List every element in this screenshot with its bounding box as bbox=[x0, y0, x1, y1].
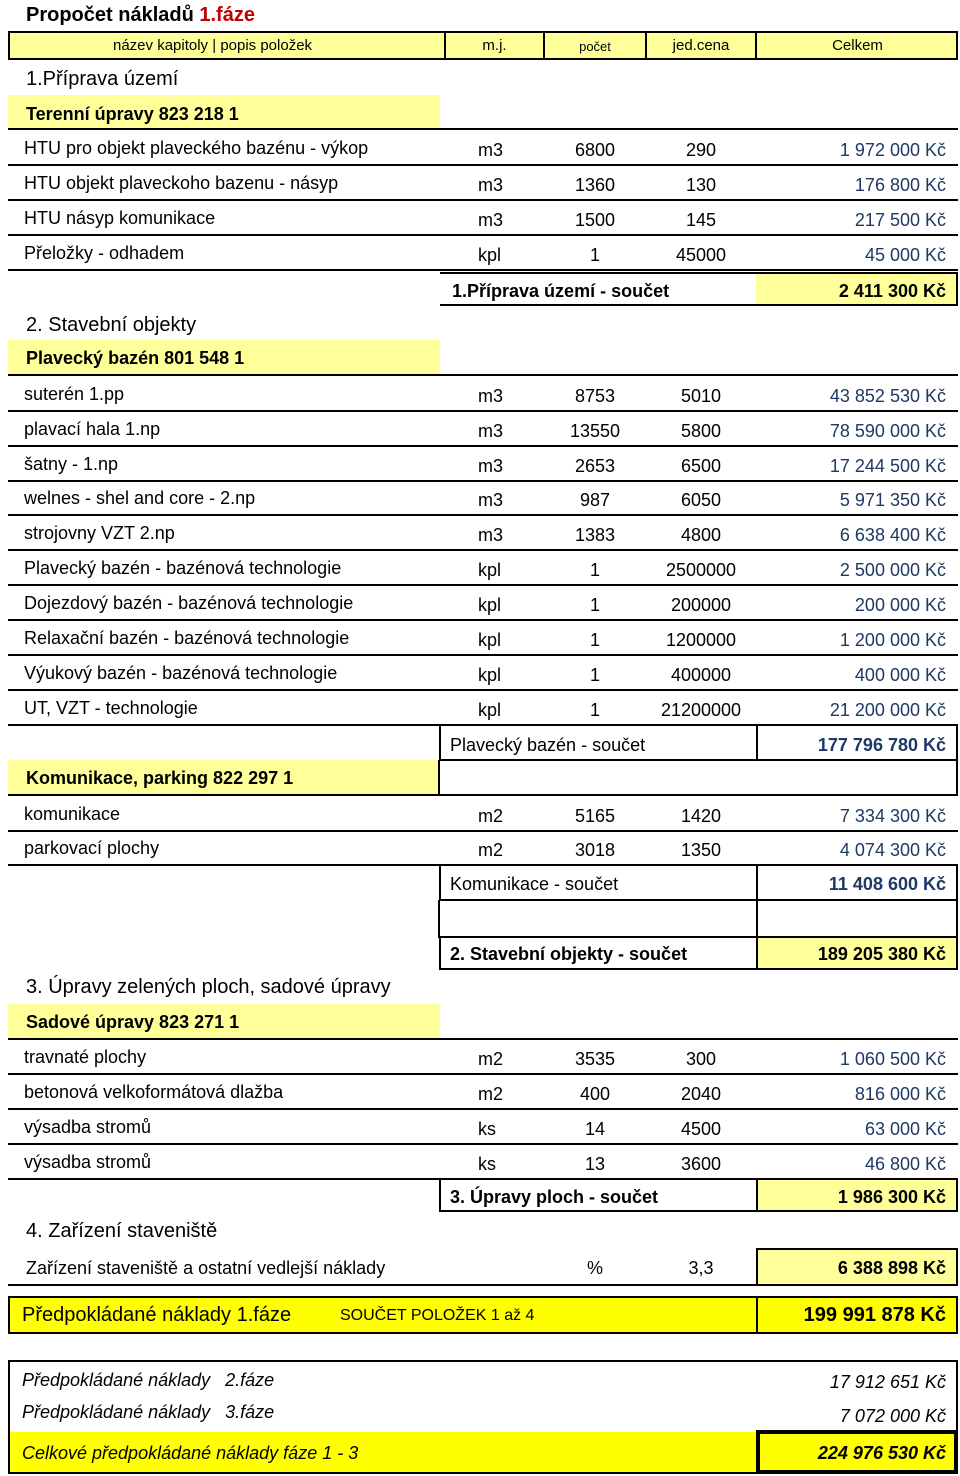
item-unit-price: 300 bbox=[685, 1049, 717, 1069]
item-count: 13 bbox=[584, 1154, 606, 1174]
item-total: 217 500 Kč bbox=[854, 210, 946, 230]
item-unit-price: 4500 bbox=[680, 1119, 722, 1139]
section-1-subtitle: Terenní úpravy 823 218 1 bbox=[26, 104, 239, 124]
section-4-title: 4. Zařízení staveniště bbox=[26, 1220, 218, 1242]
header-count: počet bbox=[579, 39, 611, 54]
item-count: 3018 bbox=[574, 840, 616, 860]
phase-2-label: Předpokládané náklady 2.fáze bbox=[22, 1370, 275, 1390]
item-unit: m3 bbox=[478, 421, 504, 441]
site-setup-unit: % bbox=[586, 1258, 603, 1278]
item-total: 6 638 400 Kč bbox=[839, 525, 946, 545]
item-total: 45 000 Kč bbox=[864, 245, 946, 265]
item-total: 21 200 000 Kč bbox=[829, 700, 946, 720]
item-label: HTU násyp komunikace bbox=[24, 208, 216, 228]
item-total: 2 500 000 Kč bbox=[839, 560, 946, 580]
item-unit: m2 bbox=[478, 1084, 504, 1104]
item-label: Plavecký bazén - bazénová technologie bbox=[24, 558, 342, 578]
item-unit-price: 21200000 bbox=[660, 700, 742, 720]
item-unit: m2 bbox=[478, 1049, 504, 1069]
item-unit: m3 bbox=[478, 175, 504, 195]
item-count: 5165 bbox=[574, 806, 616, 826]
roads-sum-label: Komunikace - součet bbox=[450, 874, 619, 894]
section-2-title: 2. Stavební objekty bbox=[26, 314, 197, 336]
item-count: 1 bbox=[589, 560, 600, 580]
section-2-sum-value: 189 205 380 Kč bbox=[817, 944, 946, 964]
item-count: 1 bbox=[589, 595, 600, 615]
pool-sum-label: Plavecký bazén - součet bbox=[450, 735, 646, 755]
item-unit-price: 145 bbox=[685, 210, 717, 230]
item-label: výsadba stromů bbox=[24, 1152, 152, 1172]
item-unit-price: 1420 bbox=[680, 806, 722, 826]
item-unit: kpl bbox=[478, 700, 502, 720]
section-3-title: 3. Úpravy zelených ploch, sadové úpravy bbox=[26, 976, 391, 998]
item-unit-price: 290 bbox=[685, 140, 717, 160]
item-unit: m2 bbox=[478, 840, 504, 860]
item-unit-price: 1350 bbox=[680, 840, 722, 860]
pool-sum-value: 177 796 780 Kč bbox=[817, 735, 946, 755]
grand-total-value: 224 976 530 Kč bbox=[817, 1443, 946, 1463]
phase-1-note: SOUČET POLOŽEK 1 až 4 bbox=[340, 1307, 535, 1324]
item-unit: kpl bbox=[478, 595, 502, 615]
section-3-sum-label: 3. Úpravy ploch - součet bbox=[450, 1187, 659, 1207]
item-unit: ks bbox=[478, 1119, 496, 1139]
site-setup-rate: 3,3 bbox=[688, 1258, 714, 1278]
item-label: Relaxační bazén - bazénová technologie bbox=[24, 628, 350, 648]
section-3-subtitle: Sadové úpravy 823 271 1 bbox=[26, 1012, 240, 1032]
item-label: welnes - shel and core - 2.np bbox=[24, 488, 256, 508]
item-unit-price: 6050 bbox=[680, 490, 722, 510]
item-unit: m3 bbox=[478, 490, 504, 510]
item-count: 1 bbox=[589, 665, 600, 685]
item-label: UT, VZT - technologie bbox=[24, 698, 198, 718]
phase-1-label: Předpokládané náklady 1.fáze bbox=[22, 1304, 292, 1326]
header-unit: m.j. bbox=[482, 37, 507, 54]
item-unit-price: 1200000 bbox=[665, 630, 737, 650]
item-unit: m3 bbox=[478, 386, 504, 406]
page-title-main: Propočet nákladů bbox=[26, 4, 200, 26]
item-total: 1 060 500 Kč bbox=[839, 1049, 946, 1069]
item-unit-price: 5800 bbox=[680, 421, 722, 441]
item-unit: m3 bbox=[478, 456, 504, 476]
item-unit: m3 bbox=[478, 140, 504, 160]
section-1-title: 1.Příprava území bbox=[26, 68, 179, 90]
item-total: 46 800 Kč bbox=[864, 1154, 946, 1174]
item-unit-price: 2500000 bbox=[665, 560, 737, 580]
item-unit-price: 3600 bbox=[680, 1154, 722, 1174]
item-total: 200 000 Kč bbox=[854, 595, 946, 615]
item-count: 987 bbox=[579, 490, 611, 510]
item-unit: kpl bbox=[478, 245, 502, 265]
item-count: 1 bbox=[589, 245, 600, 265]
phase-1-value: 199 991 878 Kč bbox=[803, 1304, 946, 1326]
header-unit-price: jed.cena bbox=[672, 37, 730, 54]
item-unit-price: 4800 bbox=[680, 525, 722, 545]
item-label: plavací hala 1.np bbox=[24, 419, 161, 439]
header-chapter: název kapitoly | popis položek bbox=[113, 37, 313, 54]
section-1-sum-value: 2 411 300 Kč bbox=[838, 281, 946, 301]
item-count: 2653 bbox=[574, 456, 616, 476]
item-label: komunikace bbox=[24, 804, 121, 824]
phase-3-value: 7 072 000 Kč bbox=[839, 1406, 946, 1426]
item-total: 17 244 500 Kč bbox=[829, 456, 946, 476]
item-label: výsadba stromů bbox=[24, 1117, 152, 1137]
item-total: 5 971 350 Kč bbox=[839, 490, 946, 510]
item-total: 4 074 300 Kč bbox=[839, 840, 946, 860]
item-unit: ks bbox=[478, 1154, 496, 1174]
item-count: 1500 bbox=[574, 210, 616, 230]
item-total: 7 334 300 Kč bbox=[839, 806, 946, 826]
item-unit-price: 400000 bbox=[670, 665, 732, 685]
item-unit: kpl bbox=[478, 560, 502, 580]
section-3-sum-value: 1 986 300 Kč bbox=[837, 1187, 946, 1207]
item-unit: m2 bbox=[478, 806, 504, 826]
item-label: HTU objekt plaveckoho bazenu - násyp bbox=[24, 173, 339, 193]
grand-total-label: Celkové předpokládané náklady fáze 1 - 3 bbox=[22, 1443, 359, 1463]
item-label: suterén 1.pp bbox=[24, 384, 125, 404]
page-title-phase: 1.fáze bbox=[199, 4, 255, 26]
section-2-subtitle: Plavecký bazén 801 548 1 bbox=[26, 348, 245, 368]
item-unit: m3 bbox=[478, 210, 504, 230]
item-label: Dojezdový bazén - bazénová technologie bbox=[24, 593, 354, 613]
item-unit-price: 45000 bbox=[675, 245, 727, 265]
item-unit-price: 6500 bbox=[680, 456, 722, 476]
item-label: betonová velkoformátová dlažba bbox=[24, 1082, 284, 1102]
section-2-sum-label: 2. Stavební objekty - součet bbox=[450, 944, 688, 964]
item-total: 400 000 Kč bbox=[854, 665, 946, 685]
item-label: strojovny VZT 2.np bbox=[24, 523, 175, 543]
item-count: 1360 bbox=[574, 175, 616, 195]
item-unit: kpl bbox=[478, 665, 502, 685]
phase-3-label: Předpokládané náklady 3.fáze bbox=[22, 1402, 275, 1422]
item-total: 1 200 000 Kč bbox=[839, 630, 946, 650]
item-unit-price: 2040 bbox=[680, 1084, 722, 1104]
item-unit-price: 200000 bbox=[670, 595, 732, 615]
header-total: Celkem bbox=[832, 37, 883, 54]
item-count: 400 bbox=[579, 1084, 611, 1104]
item-label: Přeložky - odhadem bbox=[24, 243, 185, 263]
item-total: 1 972 000 Kč bbox=[839, 140, 946, 160]
item-total: 78 590 000 Kč bbox=[829, 421, 946, 441]
item-unit: m3 bbox=[478, 525, 504, 545]
site-setup-value: 6 388 898 Kč bbox=[837, 1258, 946, 1278]
item-count: 1 bbox=[589, 700, 600, 720]
item-label: šatny - 1.np bbox=[24, 454, 119, 474]
item-count: 13550 bbox=[569, 421, 621, 441]
item-total: 816 000 Kč bbox=[854, 1084, 946, 1104]
section-1-sum-label: 1.Příprava území - součet bbox=[452, 281, 670, 301]
item-unit-price: 130 bbox=[685, 175, 717, 195]
item-label: HTU pro objekt plaveckého bazénu - výkop bbox=[24, 138, 369, 158]
item-label: Výukový bazén - bazénová technologie bbox=[24, 663, 338, 683]
item-label: travnaté plochy bbox=[24, 1047, 147, 1067]
roads-subtitle: Komunikace, parking 822 297 1 bbox=[26, 768, 294, 788]
item-label: parkovací plochy bbox=[24, 838, 160, 858]
page-title bbox=[26, 4, 255, 26]
roads-sum-value: 11 408 600 Kč bbox=[828, 874, 946, 894]
item-count: 3535 bbox=[574, 1049, 616, 1069]
item-count: 6800 bbox=[574, 140, 616, 160]
item-count: 1383 bbox=[574, 525, 616, 545]
item-unit-price: 5010 bbox=[680, 386, 722, 406]
site-setup-label: Zařízení staveniště a ostatní vedlejší náklady bbox=[26, 1258, 386, 1278]
item-total: 176 800 Kč bbox=[854, 175, 946, 195]
item-total: 43 852 530 Kč bbox=[829, 386, 946, 406]
item-count: 1 bbox=[589, 630, 600, 650]
item-count: 8753 bbox=[574, 386, 616, 406]
item-unit: kpl bbox=[478, 630, 502, 650]
item-count: 14 bbox=[584, 1119, 606, 1139]
phase-2-value: 17 912 651 Kč bbox=[829, 1372, 946, 1392]
item-total: 63 000 Kč bbox=[864, 1119, 946, 1139]
